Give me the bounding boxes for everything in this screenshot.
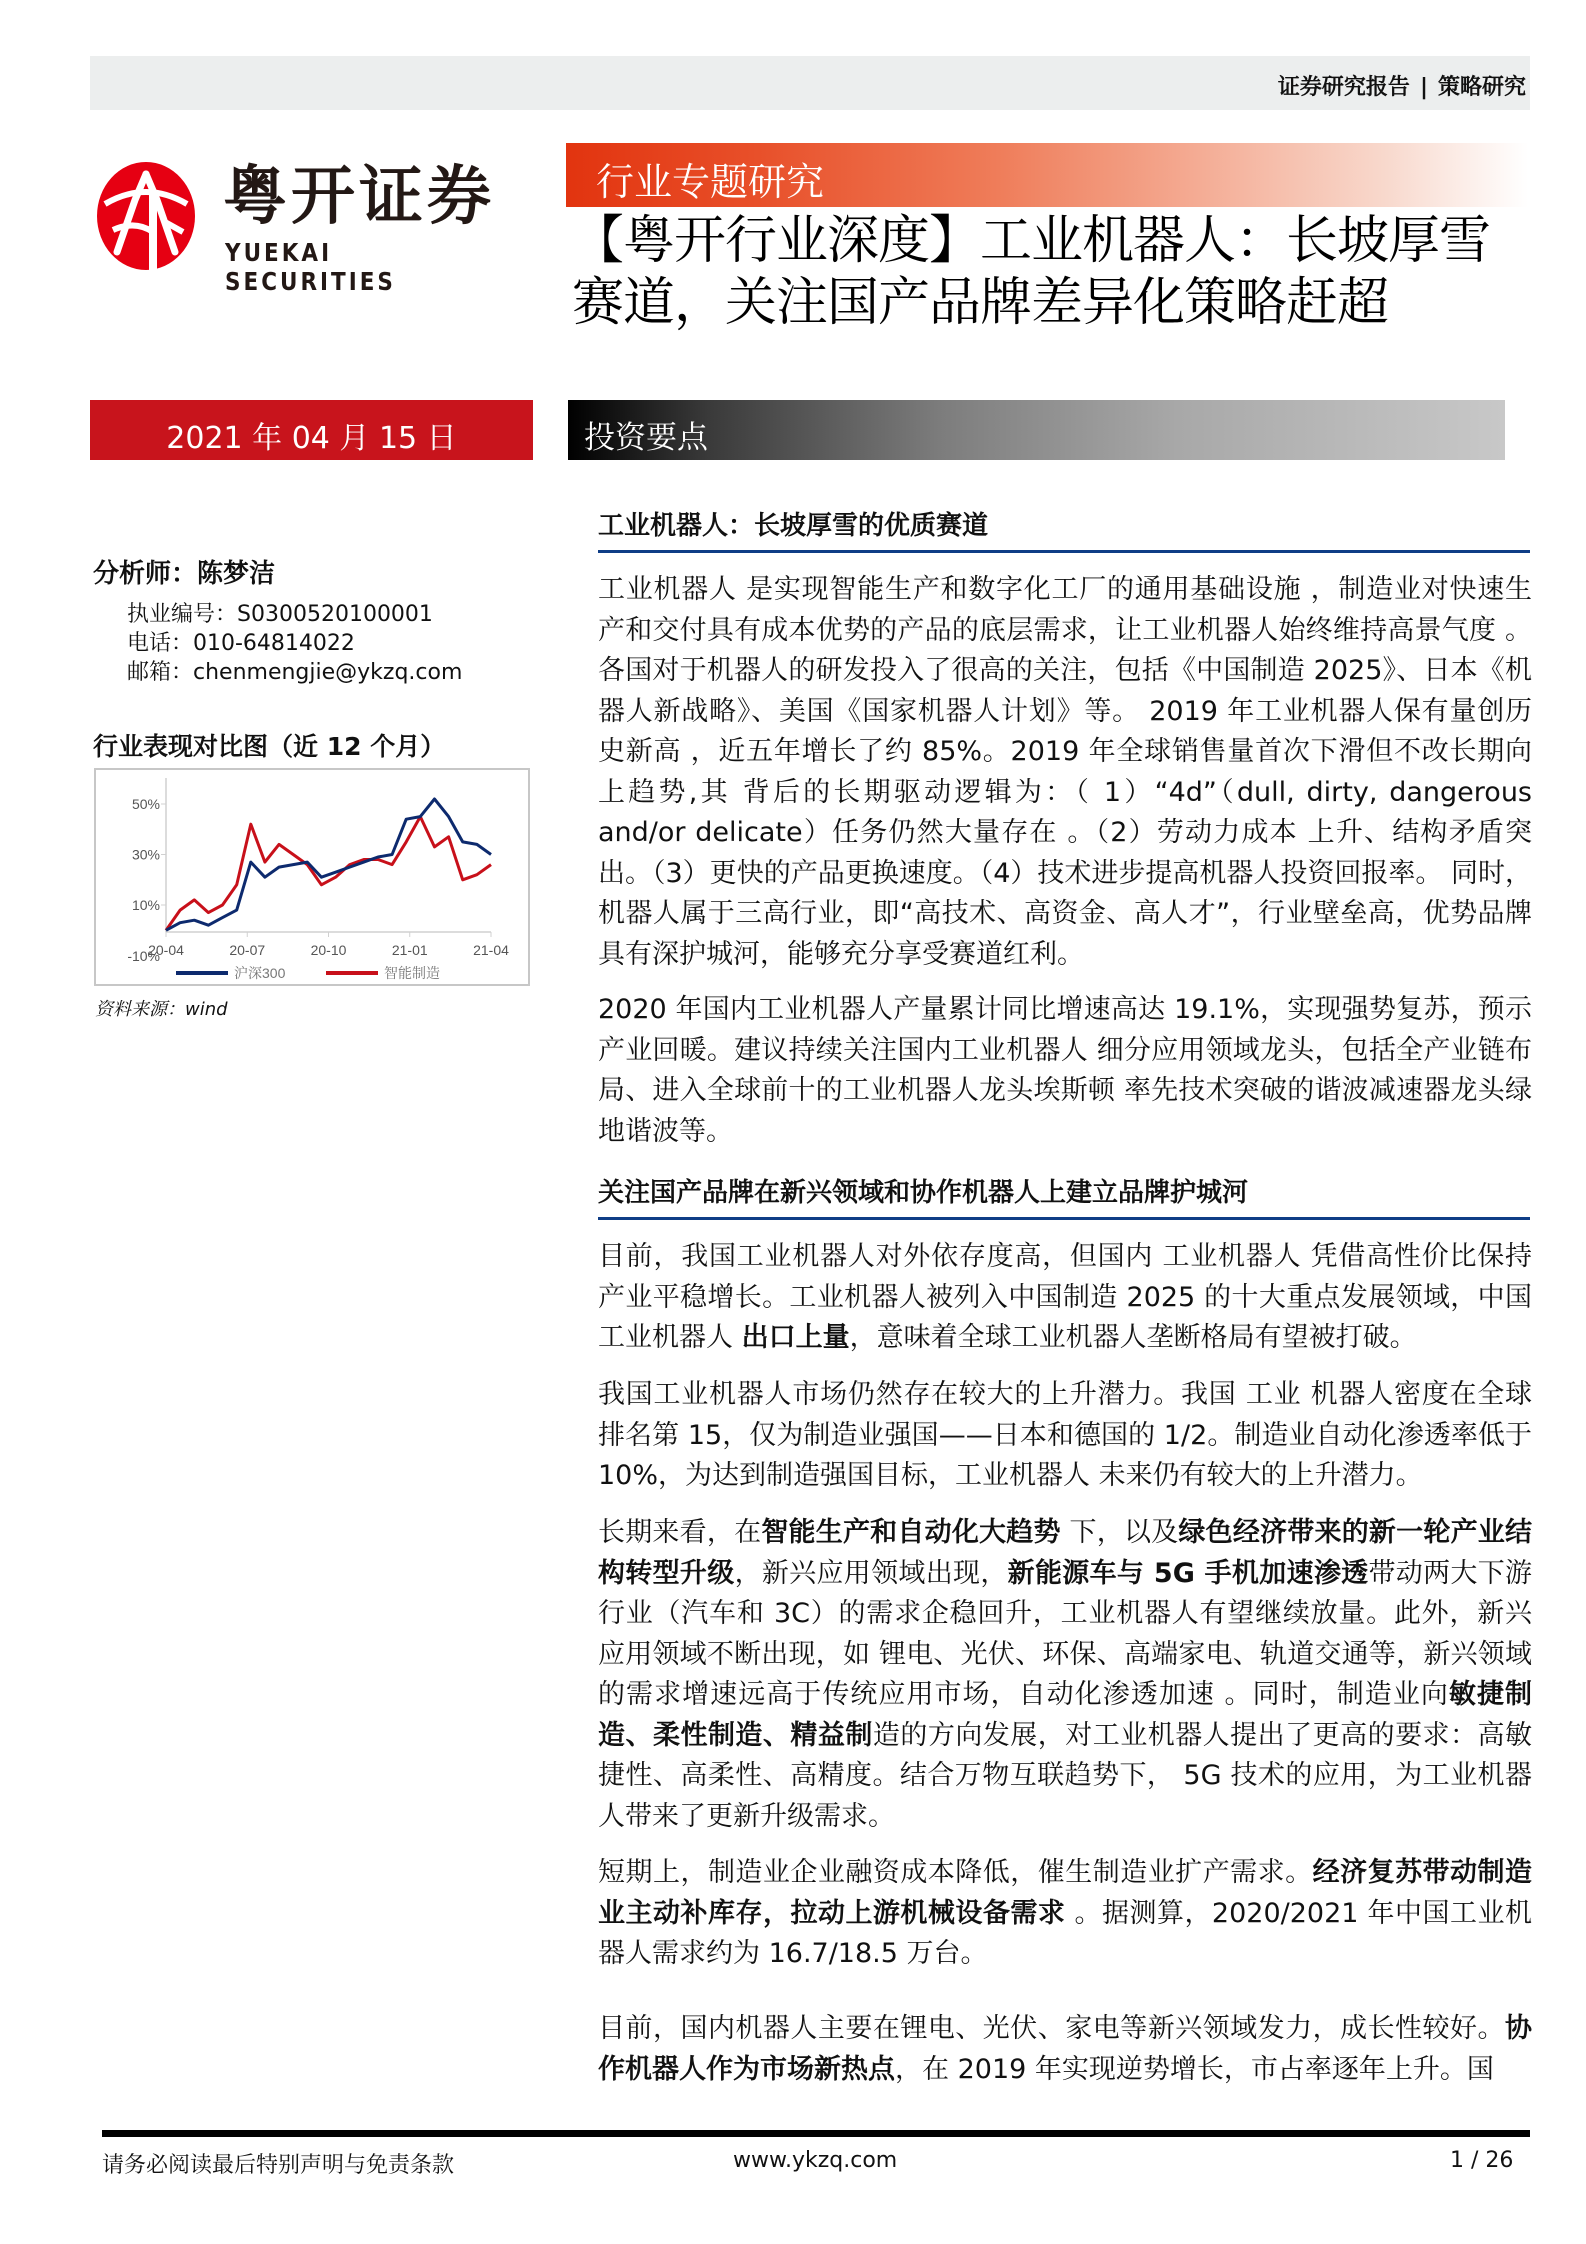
emphasis-text: 新能源车与 5G 手机加速渗透 [1007, 1557, 1369, 1589]
emphasis-text: 绿色经济带来的新一轮产业结构转型升级 [598, 1517, 1533, 1589]
analyst-email[interactable]: 邮箱：chenmengjie@ykzq.com [127, 660, 463, 685]
logo-name-en: YUEKAI SECURITIES [225, 238, 396, 296]
paragraph-text: 短期上，制造业企业融资成本降低，催生制造业扩产需求。 [598, 1857, 1313, 1888]
body-paragraph [598, 990, 1532, 1152]
paragraph-text: 造的方向发展，对工业机器人提出了更高的要求：高敏捷性、高柔性、高精度。结合万物互联趋势下， 5G 技术的应用，为工业机器人带来了更新升级需求。 [598, 1719, 1533, 1832]
emphasis-text: 出口上量 [741, 1322, 850, 1353]
y-tick-label: 50% [131, 796, 160, 812]
key-points-bar [568, 400, 1505, 460]
x-tick-label: 20-10 [310, 942, 347, 958]
body-paragraph [598, 2009, 1532, 2090]
paragraph-text: ，意味着全球工业机器人垄断格局有望被打破。 [849, 1322, 1417, 1353]
paragraph-text: ，新兴应用领域出现， [734, 1557, 1008, 1589]
y-tick-label: 30% [131, 846, 160, 863]
yuekai-logo-mark-icon [95, 160, 197, 272]
body-paragraph [598, 1853, 1532, 1975]
y-tick-label: -10% [127, 948, 160, 964]
report-date: 2021 年 04 月 15 日 [166, 421, 457, 456]
paragraph-text: 带动两大下游行业（汽车和 3C）的需求企稳回升，工业机器人有望继续放量。此外，新兴应用领域不断出现，如 锂电、光伏、环保、高端家电、轨道交通等，新兴领域的需求增速远高于传统应用市场，自动化渗透加速 。同时，制造业向 [598, 1557, 1533, 1710]
legend-label: 沪深300 [234, 965, 286, 981]
body-paragraph [598, 1375, 1532, 1497]
emphasis-text: 协作机器人作为市场新热点 [598, 2013, 1532, 2085]
body-paragraph [598, 1237, 1532, 1359]
legend-label: 智能制造 [384, 965, 440, 981]
report-category-band [566, 143, 1528, 207]
emphasis-text: 智能生产和自动化大趋势 [761, 1517, 1061, 1548]
x-tick-label: 20-04 [148, 942, 184, 958]
footer-disclaimer[interactable]: 请务必阅读最后特别声明与免责条款 [102, 2153, 455, 2178]
line-chart [96, 770, 528, 984]
company-logo [95, 160, 535, 296]
x-tick-label: 21-01 [391, 942, 428, 958]
paragraph-text: 下，以及 [1060, 1517, 1179, 1548]
section-heading: 工业机器人：长坡厚雪的优质赛道 [598, 505, 1530, 553]
report-date-box [90, 400, 533, 460]
paragraph-text: 。据测算，2020/2021 年中国工业机器人需求约为 16.7/18.5 万台。 [598, 1897, 1533, 1969]
industry-performance-chart [94, 768, 530, 986]
key-points-label: 投资要点 [584, 420, 708, 456]
y-tick-label: 10% [131, 897, 160, 913]
footer-rule [102, 2130, 1530, 2137]
analyst-name: 分析师：陈梦洁 [93, 559, 276, 589]
report-header-bar [90, 56, 1530, 110]
paragraph-text: 工业机器人 是实现智能生产和数字化工厂的通用基础设施 ，制造业对快速生产和交付具有成本优势的产品的底层需求，让工业机器人始终维持高景气度 。各国对于机器人的研发投入了很高的关注，包括《中国制造 2025》、日本《机器人新战略》、美国《国家机器人计划》等。 2019 年工业机器人保有量创历史新高 ，近五年增长了约 85%。2019 年全球销售量首次下滑但不改长期向上趋势,其 背后的长期驱动逻辑为：（ 1）“4d”（dull, dirty, dangerous and/or delicate）任务仍然大量存在 。（2）劳动力成本 上升、结构矛盾突出。（3）更快的产品更换速度。（4）技术进步提高机器人投资回报率。 同时，机器人属于三高行业，即“高技术、高资金、高人才”，行业壁垒高，优势品牌具有深护城河，能够充分享受赛道红利。 [598, 574, 1532, 970]
paragraph-text: 目前，国内机器人主要在锂电、光伏、家电等新兴领域发力，成长性较好。 [598, 2013, 1505, 2044]
emphasis-text: 敏捷制造、柔性制造、精益制 [598, 1679, 1532, 1751]
breadcrumb-separator: | [1419, 75, 1428, 100]
section-heading: 关注国产品牌在新兴领域和协作机器人上建立品牌护城河 [598, 1172, 1530, 1220]
emphasis-text: 经济复苏带动制造业主动补库存，拉动上游机械设备需求 [598, 1857, 1533, 1929]
analyst-phone: 电话：010-64814022 [127, 631, 355, 656]
logo-name-cn: 粤开证券 [223, 160, 495, 234]
footer-website[interactable]: www.ykzq.com [733, 2148, 898, 2173]
breadcrumb-report-type: 证券研究报告 [1277, 75, 1410, 100]
breadcrumb-category: 策略研究 [1437, 75, 1526, 100]
chart-source: 资料来源：wind [95, 999, 228, 1020]
x-tick-label: 20-07 [229, 942, 266, 958]
report-category: 行业专题研究 [596, 160, 825, 204]
report-title: 【粤开行业深度】工业机器人：长坡厚雪赛道，关注国产品牌差异化策略赶超 [572, 211, 1491, 333]
body-paragraph [598, 1513, 1532, 1837]
chart-title: 行业表现对比图（近 12 个月） [93, 732, 446, 761]
paragraph-text: ，在 2019 年实现逆势增长，市占率逐年上升。国 [895, 2053, 1494, 2085]
analyst-license: 执业编号：S0300520100001 [127, 602, 433, 627]
paragraph-text: 长期来看，在 [598, 1517, 762, 1548]
paragraph-text: 我国工业机器人市场仍然存在较大的上升潜力。我国 工业 机器人密度在全球排名第 15，仅为制造业强国——日本和德国的 1/2。制造业自动化渗透率低于 10%，为达到制造强国目标，工业机器人 未来仍有较大的上升潜力。 [598, 1379, 1532, 1491]
paragraph-text: 2020 年国内工业机器人产量累计同比增速高达 19.1%，实现强势复苏，预示产业回暖。建议持续关注国内工业机器人 细分应用领域龙头，包括全产业链布局、进入全球前十的工业机器人龙头埃斯顿 率先技术突破的谐波减速器龙头绿地谐波等。 [598, 994, 1532, 1147]
paragraph-text: 目前，我国工业机器人对外依存度高，但国内 工业机器人 凭借高性价比保持产业平稳增长。工业机器人被列入中国制造 2025 的十大重点发展领域，中国工业机器人 [598, 1241, 1532, 1353]
report-type-breadcrumb [1278, 70, 1526, 101]
footer-page-number: 1 / 26 [1450, 2148, 1514, 2173]
body-paragraph [598, 570, 1532, 975]
x-tick-label: 21-04 [473, 942, 509, 958]
